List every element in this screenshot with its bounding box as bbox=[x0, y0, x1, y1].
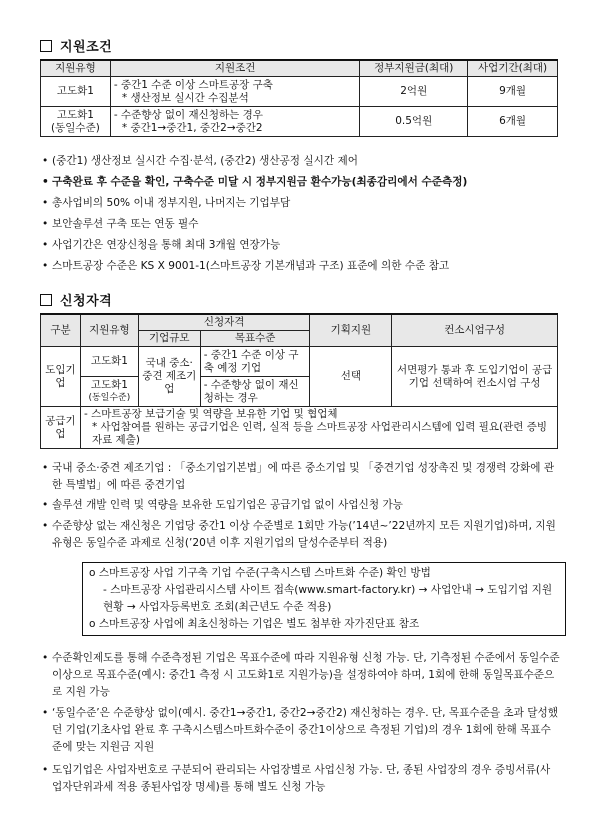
row2-duration: 6개월 bbox=[468, 107, 558, 137]
row2-condition-line1: - 수준향상 없이 재신청하는 경우 bbox=[113, 108, 263, 121]
bullet-text: 총사업비의 50% 이내 정부지원, 나머지는 기업부담 bbox=[52, 197, 291, 209]
support-conditions-table bbox=[40, 59, 558, 137]
checkbox-square-icon bbox=[40, 40, 52, 52]
bullet-text: 보안솔루션 구축 또는 연동 필수 bbox=[52, 218, 199, 230]
bullet-item: • 국내 중소·중견 제조기업 : 「중소기업기본법」에 따른 중소기업 및 「중견기업 성장촉진 및 경쟁력 강화에 관한 특별법」에 따른 중견기업 bbox=[42, 462, 555, 491]
header-gov-fund: 정부지원금(최대) bbox=[360, 60, 468, 77]
bullet-item: • 도입기업은 사업자번호로 구분되어 관리되는 사업장별로 사업신청 가능. 단, 종된 사업장의 경우 증빙서류(사업자단위과세 적용 종된사업장 명세)를 통해 별도 신청 가능 bbox=[42, 764, 551, 793]
row1-condition-line2: * 생산정보 실시간 수집분석 bbox=[121, 91, 249, 104]
header-company-size: 기업규모 bbox=[138, 331, 200, 347]
bullet-item: • (중간1) 생산정보 실시간 수집·분석, (중간2) 생산공정 실시간 제어 bbox=[42, 155, 358, 167]
row1-condition bbox=[110, 77, 359, 107]
supply-line2: * 사업참여를 원하는 공급기업은 인력, 실적 등을 스마트공장 사업관리시스템에 입력 필요(관련 증빙자료 제출) bbox=[91, 421, 548, 446]
header-qualification: 신청자격 bbox=[138, 314, 310, 331]
row2-type-line1: 고도화1 bbox=[56, 108, 94, 121]
bullet-item: • 수준향상 없는 재신청은 기업당 중간1 이상 수준별로 1회만 가능(’14년~’22년까지 모든 지원기업)하며, 지원유형은 동일수준 과제로 신청(’20년 이후 지원기업의 달성수준부터 적용) bbox=[42, 520, 556, 549]
bullet-item: • 보안솔루션 구축 또는 연동 필수 bbox=[42, 218, 199, 230]
row2-type-line1: 고도화1 bbox=[90, 378, 128, 391]
row1-amount: 2억원 bbox=[360, 77, 468, 107]
row1-condition-line1: - 중간1 수준 이상 스마트공장 구축 bbox=[113, 78, 273, 91]
company-size-cell: 국내 중소·중견 제조기업 bbox=[138, 347, 200, 407]
bullet-item: • 솔루션 개발 인력 및 역량을 보유한 도입기업은 공급기업 없이 사업신청 가능 bbox=[42, 499, 403, 511]
section-title-text: 지원조건 bbox=[60, 40, 113, 55]
bullet-text: 수준확인제도를 통해 수준측정된 기업은 목표수준에 따라 지원유형 신청 가능. 단, 기측정된 수준에서 동일수준 이상으로 목표수준(예시: 중간1 측정 시 고도화1로 지원가능)을 설정하여야 하며, 1회에 한해 동일목표수준으로 지원 가능 bbox=[52, 652, 560, 698]
row1-duration: 9개월 bbox=[468, 77, 558, 107]
header-planning: 기획지원 bbox=[310, 314, 392, 347]
row2-target: - 수준향상 없이 재신청하는 경우 bbox=[200, 377, 310, 407]
bullet-item: • 구축완료 후 수준을 확인, 구축수준 미달 시 정부지원금 환수가능(최종감리에서 수준측정) bbox=[42, 176, 468, 188]
row2-type-line2: (동일수준) bbox=[88, 392, 131, 403]
level-check-note-box bbox=[82, 562, 566, 636]
bullet-text: ‘동일수준’은 수준향상 없이(예시. 중간1→중간1, 중간2→중간2) 재신청하는 경우. 단, 목표수준을 초과 달성했던 기업(기초사업 완료 후 구축시스템스마트화수준이 중간1이상으로 측정된 기업)의 경우 1회에 한해 목표수준에 맞는 지원금 지원 bbox=[52, 707, 558, 753]
row1-target: - 중간1 수준 이상 구축 예정 기업 bbox=[200, 347, 310, 377]
planning-cell: 선택 bbox=[310, 347, 392, 407]
header-support-type: 지원유형 bbox=[41, 60, 111, 77]
supply-desc bbox=[80, 407, 557, 449]
eligibility-table bbox=[40, 313, 558, 449]
bullet-text: 수준향상 없는 재신청은 기업당 중간1 이상 수준별로 1회만 가능(’14년~’22년까지 모든 지원기업)하며, 지원유형은 동일수준 과제로 신청(’20년 이후 지원기업의 달성수준부터 적용) bbox=[52, 520, 556, 549]
row1-type: 고도화1 bbox=[41, 77, 111, 107]
row2-condition bbox=[110, 107, 359, 137]
bullet-text: 사업기간은 연장신청을 통해 최대 3개월 연장가능 bbox=[52, 239, 281, 251]
consortium-cell: 서면평가 통과 후 도입기업이 공급기업 선택하여 컨소시엄 구성 bbox=[392, 347, 558, 407]
checkbox-square-icon bbox=[40, 294, 52, 306]
note-line1: o 스마트공장 사업 기구축 기업 수준(구축시스템 스마트화 수준) 확인 방법 bbox=[89, 567, 431, 579]
bullet-item: • 사업기간은 연장신청을 통해 최대 3개월 연장가능 bbox=[42, 239, 281, 251]
note-line3: o 스마트공장 사업에 최초신청하는 기업은 별도 첨부한 자가진단표 참조 bbox=[89, 618, 420, 630]
bullet-text: 도입기업은 사업자번호로 구분되어 관리되는 사업장별로 사업신청 가능. 단, 종된 사업장의 경우 증빙서류(사업자단위과세 적용 종된사업장 명세)를 통해 별도 신청 가능 bbox=[52, 764, 551, 793]
row2-type-line2: (동일수준) bbox=[51, 121, 100, 134]
bullet-text: 구축완료 후 수준을 확인, 구축수준 미달 시 정부지원금 환수가능(최종감리에서 수준측정) bbox=[52, 176, 468, 188]
row-supply-company: 공급기업 bbox=[41, 407, 81, 449]
row1-type: 고도화1 bbox=[80, 347, 138, 377]
section-title-support-conditions bbox=[40, 36, 112, 55]
bullet-text: (중간1) 생산정보 실시간 수집·분석, (중간2) 생산공정 실시간 제어 bbox=[52, 155, 358, 167]
section-title-text: 신청자격 bbox=[60, 294, 113, 309]
bullet-text: 솔루션 개발 인력 및 역량을 보유한 도입기업은 공급기업 없이 사업신청 가능 bbox=[52, 499, 403, 511]
row2-amount: 0.5억원 bbox=[360, 107, 468, 137]
bullet-text: 국내 중소·중견 제조기업 : 「중소기업기본법」에 따른 중소기업 및 「중견기업 성장촉진 및 경쟁력 강화에 관한 특별법」에 따른 중견기업 bbox=[52, 462, 555, 491]
table-row bbox=[41, 407, 558, 449]
bullet-item: • ‘동일수준’은 수준향상 없이(예시. 중간1→중간1, 중간2→중간2) 재신청하는 경우. 단, 목표수준을 초과 달성했던 기업(기초사업 완료 후 구축시스템스마트화수준이 중간1이상으로 측정된 기업)의 경우 1회에 한해 목표수준에 맞는 지원금 지원 bbox=[42, 707, 558, 753]
table-header-row bbox=[41, 314, 558, 331]
table-row bbox=[41, 77, 558, 107]
section-title-eligibility bbox=[40, 290, 112, 309]
bullet-item: • 총사업비의 50% 이내 정부지원, 나머지는 기업부담 bbox=[42, 197, 291, 209]
table-header-row bbox=[41, 60, 558, 77]
header-gubun: 구분 bbox=[41, 314, 81, 347]
header-consortium: 컨소시엄구성 bbox=[392, 314, 558, 347]
bullet-item: • 수준확인제도를 통해 수준측정된 기업은 목표수준에 따라 지원유형 신청 가능. 단, 기측정된 수준에서 동일수준 이상으로 목표수준(예시: 중간1 측정 시 고도화1로 지원가능)을 설정하여야 하며, 1회에 한해 동일목표수준으로 지원 가능 bbox=[42, 652, 560, 698]
table-row bbox=[41, 347, 558, 377]
table-row bbox=[41, 107, 558, 137]
row-intro-company: 도입기업 bbox=[41, 347, 81, 407]
header-type: 지원유형 bbox=[80, 314, 138, 347]
header-support-condition: 지원조건 bbox=[110, 60, 359, 77]
row2-condition-line2: * 중간1→중간1, 중간2→중간2 bbox=[121, 121, 263, 134]
supply-line1: - 스마트공장 보급기술 및 역량을 보유한 기업 및 협업체 bbox=[83, 408, 338, 420]
note-line2: - 스마트공장 사업관리시스템 사이트 접속(www.smart-factory.kr) → 사업안내 → 도입기업 지원현황 → 사업자등록번호 조회(최근년도 수준 적용) bbox=[103, 584, 553, 613]
bullet-text: 스마트공장 수준은 KS X 9001-1(스마트공장 기본개념과 구조) 표준에 의한 수준 참고 bbox=[52, 260, 450, 272]
header-target-level: 목표수준 bbox=[200, 331, 310, 347]
row2-type bbox=[80, 377, 138, 407]
row2-type bbox=[41, 107, 111, 137]
header-project-period: 사업기간(최대) bbox=[468, 60, 558, 77]
bullet-item: • 스마트공장 수준은 KS X 9001-1(스마트공장 기본개념과 구조) 표준에 의한 수준 참고 bbox=[42, 260, 450, 272]
